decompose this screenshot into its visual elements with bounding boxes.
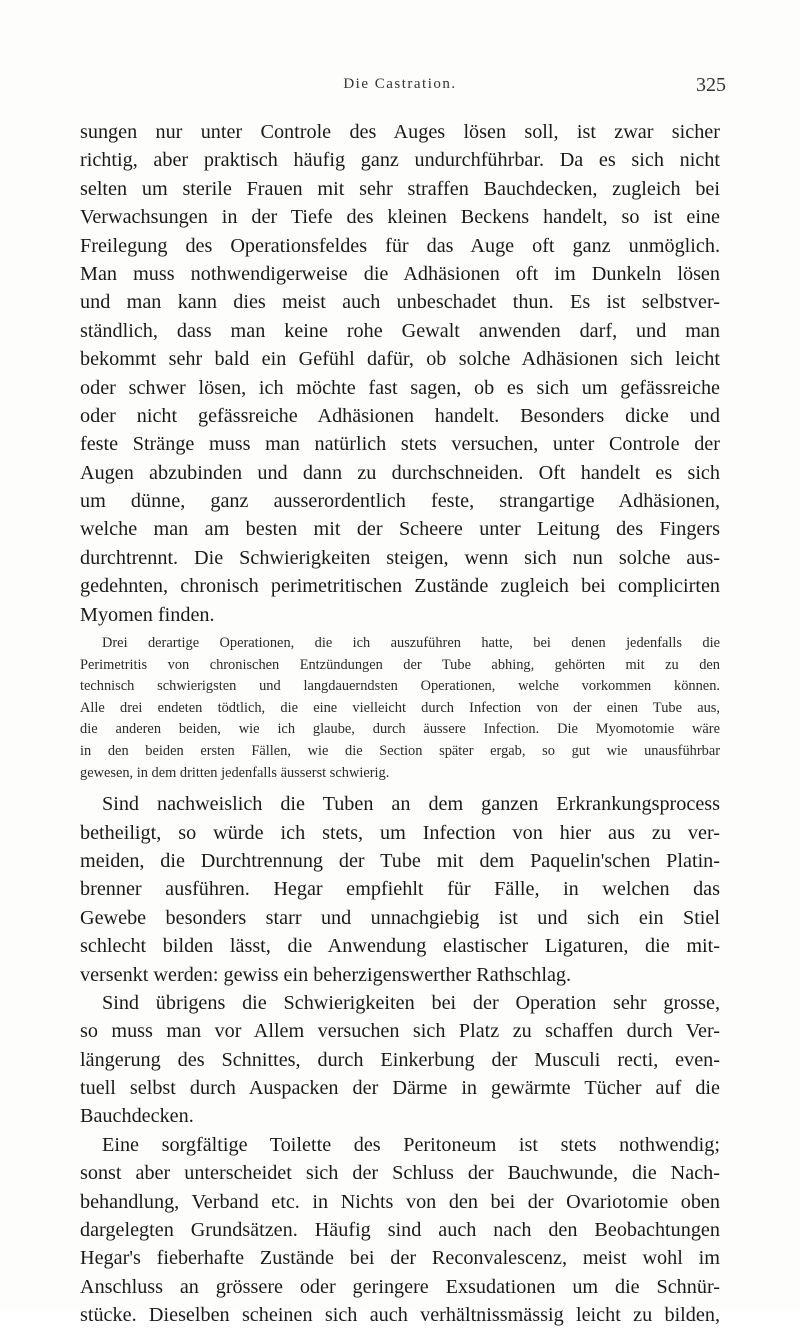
text-line: richtig, aber praktisch häufig ganz undurchführbar. Da es sich nicht (80, 149, 720, 172)
text-line: welche man am besten mit der Scheere unter Leitung des Fingers (80, 518, 720, 541)
text-line: Bauchdecken. (80, 1105, 194, 1128)
text-line: tuell selbst durch Auspacken der Därme in gewärmte Tücher auf die (80, 1077, 720, 1100)
text-line: oder schwer lösen, ich möchte fast sagen, ob es sich um gefässreiche (80, 376, 720, 399)
text-line: meiden, die Durchtrennung der Tube mit dem Paquelin'schen Platin- (80, 849, 720, 872)
text-line: Augen abzubinden und dann zu durchschneiden. Oft handelt es sich (80, 461, 720, 484)
text-line: Verwachsungen in der Tiefe des kleinen Beckens handelt, so ist eine (80, 206, 720, 229)
page-number: 325 (696, 74, 726, 96)
text-line: Man muss nothwendigerweise die Adhäsionen oft im Dunkeln lösen (80, 262, 720, 285)
paragraph-3 (80, 989, 720, 1131)
note-line: technisch schwierigsten und langdauerndsten Operationen, welche vorkommen können. (80, 678, 720, 695)
text-line: versenkt werden: gewiss ein beherzigenswerther Rathschlag. (80, 963, 572, 986)
note-line: gewesen, in dem dritten jedenfalls äusserst schwierig. (80, 764, 390, 781)
text-line: Gewebe besonders starr und unnachgiebig ist und sich ein Stiel (80, 906, 720, 929)
note-line: Alle drei endeten tödtlich, die eine vielleicht durch Infection von der einen Tube aus, (80, 699, 720, 716)
text-line: stücke. Dieselben scheinen sich auch verhältnissmässig leicht zu bilden, (80, 1304, 720, 1327)
text-line: sungen nur unter Controle des Auges lösen soll, ist zwar sicher (80, 121, 720, 143)
body-text (80, 118, 720, 1330)
paragraph-2 (80, 790, 720, 989)
text-line: und man kann dies meist auch unbeschadet thun. Es ist selbstver- (80, 291, 720, 314)
footnote-block (80, 633, 720, 784)
text-line: bekommt sehr bald ein Gefühl dafür, ob solche Adhäsionen sich leicht (80, 348, 720, 371)
text-line: sonst aber unterscheidet sich der Schluss der Bauchwunde, die Nach- (80, 1162, 720, 1185)
text-line: Hegar's fieberhafte Zustände bei der Reconvalescenz, meist wohl im (80, 1247, 720, 1270)
note-line: Perimetritis von chronischen Entzündungen der Tube abhing, gehörten mit zu den (80, 656, 720, 673)
text-line: schlecht bilden lässt, die Anwendung elastischer Ligaturen, die mit- (80, 935, 720, 958)
note-line: in den beiden ersten Fällen, wie die Section später ergab, so gut wie unausführbar (80, 743, 720, 759)
text-line: ständlich, dass man keine rohe Gewalt anwenden darf, und man (80, 319, 720, 342)
text-line: um dünne, ganz ausserordentlich feste, strangartige Adhäsionen, (80, 490, 720, 513)
text-line: gedehnten, chronisch perimetritischen Zustände zugleich bei complicirten (80, 575, 720, 598)
text-line: behandlung, Verband etc. in Nichts von den bei der Ovariotomie oben (80, 1190, 720, 1213)
text-line: Freilegung des Operationsfeldes für das Auge oft ganz unmöglich. (80, 234, 720, 257)
text-line: Eine sorgfältige Toilette des Peritoneum ist stets nothwendig; (102, 1133, 720, 1156)
text-line: feste Stränge muss man natürlich stets versuchen, unter Controle der (80, 433, 720, 456)
text-line: selten um sterile Frauen mit sehr straffen Bauchdecken, zugleich bei (80, 177, 720, 200)
text-line: Sind nachweislich die Tuben an dem ganzen Erkrankungsprocess (102, 793, 720, 816)
text-line: so muss man vor Allem versuchen sich Platz zu schaffen durch Ver- (80, 1020, 720, 1043)
running-header (80, 70, 726, 100)
text-line: brenner ausführen. Hegar empfiehlt für Fälle, in welchen das (80, 878, 720, 901)
text-line: längerung des Schnittes, durch Einkerbung der Musculi recti, even- (80, 1048, 720, 1071)
running-title: Die Castration. (343, 76, 457, 92)
text-line: oder nicht gefässreiche Adhäsionen handelt. Besonders dicke und (80, 404, 720, 427)
text-line: betheiligt, so würde ich stets, um Infection von hier aus zu ver- (80, 821, 720, 844)
text-line: dargelegten Grundsätzen. Häufig sind auch nach den Beobachtungen (80, 1219, 720, 1242)
text-line: Sind übrigens die Schwierigkeiten bei der Operation sehr grosse, (102, 991, 720, 1014)
note-line: die anderen beiden, wie ich glaube, durch äussere Infection. Die Myomotomie wäre (80, 721, 720, 738)
paragraph-1 (80, 118, 720, 629)
paragraph-4 (80, 1131, 720, 1330)
text-line: Anschluss an grössere oder geringere Exsudationen um die Schnür- (80, 1275, 720, 1298)
text-line: Myomen finden. (80, 603, 215, 626)
note-line: Drei derartige Operationen, die ich auszuführen hatte, bei denen jedenfalls die (102, 635, 720, 652)
text-line: durchtrennt. Die Schwierigkeiten steigen, wenn sich nun solche aus- (80, 546, 720, 569)
